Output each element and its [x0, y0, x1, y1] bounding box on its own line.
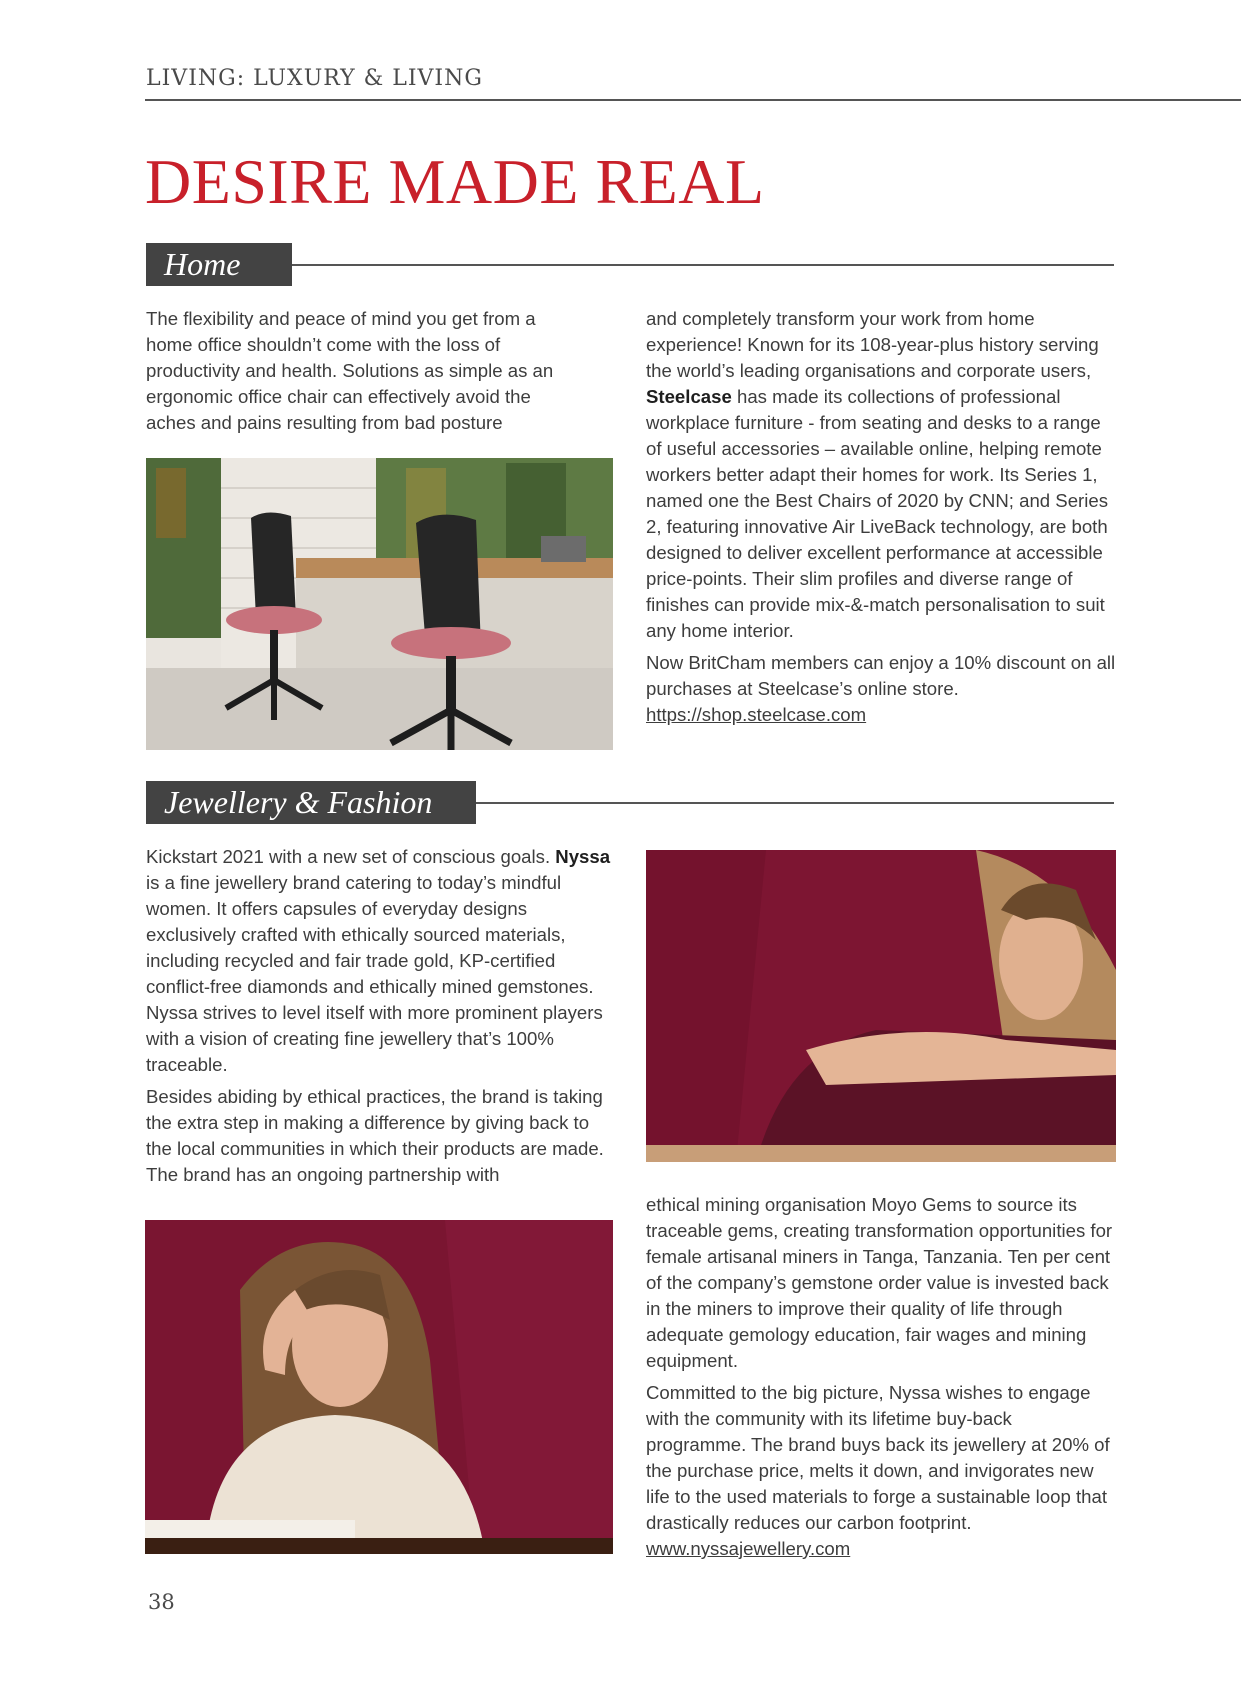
steelcase-text-after: has made its collections of professional workplace furniture - from seating and desks to a range of useful accessories – available online, helping remote workers better adapt their homes for work. Its Series 1, named one the Best Chairs of 2020 by CNN; and Series 2, featuring innovative Air LiveBack technology, are both designed to deliver excellent performance at accessible price-points. Their slim profiles and diverse range of finishes can provide mix-&-match personalisation to suit any home interior.	[646, 386, 1109, 641]
discount-paragraph	[646, 650, 1116, 728]
home-section-rule	[292, 264, 1114, 266]
nyssa-text-after: is a fine jewellery brand catering to today’s mindful women. It offers capsules of everyday designs exclusively crafted with ethically sourced materials, including recycled and fair trade gold, KP-certified conflict-free diamonds and ethically mined gemstones. Nyssa strives to level itself with more prominent players with a vision of creating fine jewellery that’s 100% traceable.	[146, 872, 603, 1075]
moyo-gems-paragraph: ethical mining organisation Moyo Gems to source its traceable gems, creating transformation opportunities for female artisanal miners in Tanga, Tanzania. Ten per cent of the company’s gemstone order value is invested back in the miners to improve their quality of life through adequate gemology education, fair wages and mining equipment.	[646, 1194, 1113, 1371]
discount-text: Now BritCham members can enjoy a 10% discount on all purchases at Steelcase’s online store.	[646, 652, 1116, 699]
home-left-column	[146, 306, 576, 442]
jewellery-left-column	[146, 844, 616, 1194]
section-label: LIVING: LUXURY & LIVING	[146, 66, 483, 91]
home-intro-paragraph: The flexibility and peace of mind you get from a home office shouldn’t come with the loss of productivity and health. Solutions as simple as an ergonomic office chair can effectively avoid the aches and pains resulting from bad posture	[146, 308, 554, 433]
steelcase-link[interactable]: https://shop.steelcase.com	[646, 704, 867, 725]
steelcase-brand: Steelcase	[646, 386, 732, 407]
jewellery-section-tag: Jewellery & Fashion	[146, 781, 476, 824]
page-title: DESIRE MADE REAL	[145, 146, 765, 217]
jewellery-right-column	[646, 1192, 1116, 1568]
nyssa-intro-paragraph	[146, 844, 616, 1078]
model-reading-photo	[145, 1220, 613, 1554]
model-resting-photo	[646, 850, 1116, 1162]
page-number: 38	[148, 1590, 175, 1614]
jewellery-section-rule	[476, 802, 1114, 804]
nyssa-brand: Nyssa	[555, 846, 611, 867]
header-rule	[145, 99, 1241, 101]
ethical-practices-paragraph: Besides abiding by ethical practices, the brand is taking the extra step in making a difference by giving back to the local communities in which their products are made. The brand has an ongoing partnership with	[146, 1086, 604, 1185]
buy-back-text: Committed to the big picture, Nyssa wishes to engage with the community with its lifetime buy-back programme. The brand buys back its jewellery at 20% of the purchase price, melts it down, and invigorates new life to the used materials to forge a sustainable loop that drastically reduces our carbon footprint.	[646, 1382, 1110, 1533]
steelcase-paragraph	[646, 306, 1116, 644]
office-chairs-photo	[146, 458, 613, 750]
home-section-tag: Home	[146, 243, 292, 286]
buy-back-paragraph	[646, 1380, 1116, 1562]
steelcase-text-before: and completely transform your work from home experience! Known for its 108-year-plus history serving the world’s leading organisations and corporate users,	[646, 308, 1099, 381]
home-right-column	[646, 306, 1116, 734]
nyssa-text-before: Kickstart 2021 with a new set of conscious goals.	[146, 846, 556, 867]
nyssa-link[interactable]: www.nyssajewellery.com	[646, 1538, 851, 1559]
